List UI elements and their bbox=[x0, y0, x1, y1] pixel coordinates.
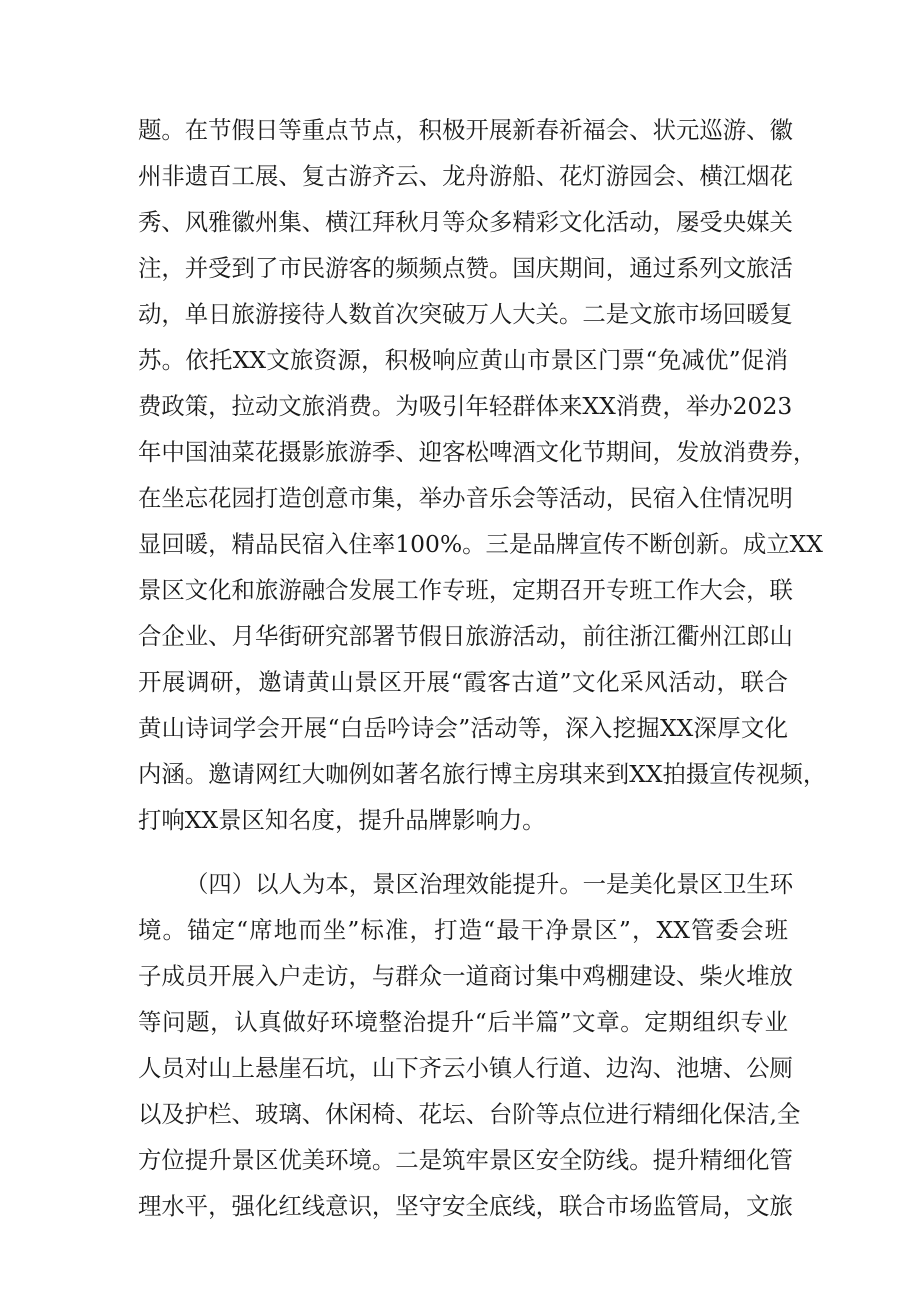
text-line: 秀、风雅徽州集、横江拜秋月等众多精彩文化活动，屡受央媒关 bbox=[138, 208, 793, 236]
text-line: 显回暖，精品民宿入住率100%。三是品牌宣传不断创新。成立XX bbox=[138, 530, 823, 558]
text-line: 在坐忘花园打造创意市集，举办音乐会等活动，民宿入住情况明 bbox=[138, 484, 793, 512]
text-line: 费政策，拉动文旅消费。为吸引年轻群体来XX消费，举办2023 bbox=[138, 392, 793, 420]
text-line: 苏。依托XX文旅资源，积极响应黄山市景区门票“免减优”促消 bbox=[138, 346, 788, 374]
text-line: 等问题，认真做好环境整治提升“后半篇”文章。定期组织专业 bbox=[138, 1008, 788, 1036]
text-line: 年中国油菜花摄影旅游季、迎客松啤酒文化节期间，发放消费券， bbox=[138, 438, 817, 466]
text-line: 内涵。邀请网红大咖例如著名旅行博主房琪来到XX拍摄宣传视频， bbox=[138, 760, 827, 788]
text-line: 子成员开展入户走访，与群众一道商讨集中鸡棚建设、柴火堆放 bbox=[138, 962, 793, 990]
text-line: 打响XX景区知名度，提升品牌影响力。 bbox=[138, 806, 546, 834]
text-line: 境。锚定“席地而坐”标准，打造“最干净景区”，XX管委会班 bbox=[138, 916, 788, 944]
text-line: 方位提升景区优美环境。二是筑牢景区安全防线。提升精细化管 bbox=[138, 1146, 793, 1174]
text-line: 理水平，强化红线意识，坚守安全底线，联合市场监管局，文旅 bbox=[138, 1192, 793, 1220]
text-line: 开展调研，邀请黄山景区开展“霞客古道”文化采风活动，联合 bbox=[138, 668, 788, 696]
text-line: 以及护栏、玻璃、休闲椅、花坛、台阶等点位进行精细化保洁,全 bbox=[138, 1100, 801, 1128]
text-line: 合企业、月华街研究部署节假日旅游活动，前往浙江衢州江郎山 bbox=[138, 622, 793, 650]
text-line: 州非遗百工展、复古游齐云、龙舟游船、花灯游园会、横江烟花 bbox=[138, 162, 793, 190]
text-line: 题。在节假日等重点节点，积极开展新春祈福会、状元巡游、徽 bbox=[138, 116, 793, 144]
section-heading-line: （四）以人为本，景区治理效能提升。一是美化景区卫生环 bbox=[185, 870, 794, 898]
text-line: 黄山诗词学会开展“白岳吟诗会”活动等，深入挖掘XX深厚文化 bbox=[138, 714, 788, 742]
text-line: 动，单日旅游接待人数首次突破万人大关。二是文旅市场回暖复 bbox=[138, 300, 793, 328]
text-line: 人员对山上悬崖石坑，山下齐云小镇人行道、边沟、池塘、公厕 bbox=[138, 1054, 793, 1082]
text-line: 景区文化和旅游融合发展工作专班，定期召开专班工作大会，联 bbox=[138, 576, 793, 604]
text-line: 注，并受到了市民游客的频频点赞。国庆期间，通过系列文旅活 bbox=[138, 254, 793, 282]
